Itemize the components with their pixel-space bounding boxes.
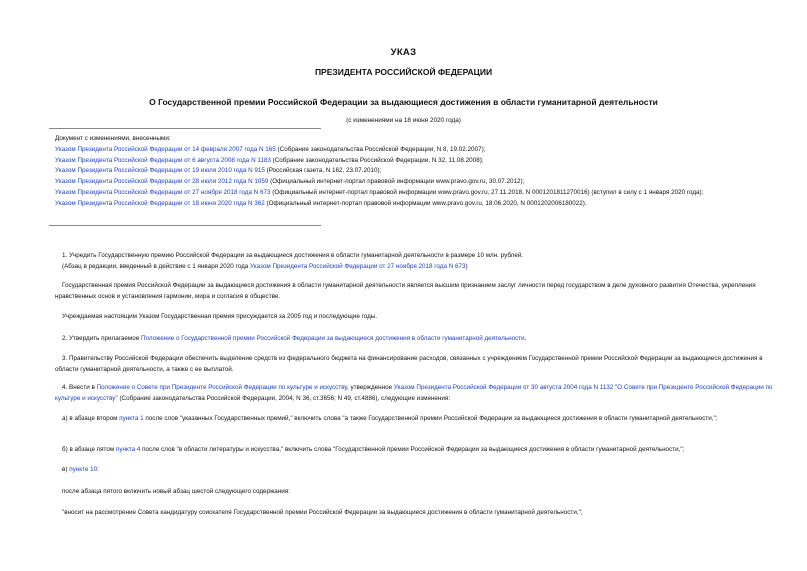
amendment-source: (Собрание законодательства Российской Федерации, N 8, 19.02.2007);	[275, 145, 486, 153]
amendment-item	[55, 188, 770, 199]
revision-note: (с изменениями на 18 июня 2020 года)	[346, 117, 461, 124]
paragraph-11: "вносит на рассмотрение Совета кандидатуру соискателя Государственной премии Российской Федерации за выдающиеся достижения в области гуманитарной деятельности,";	[62, 509, 583, 516]
decree-1132-link[interactable]: Указом Президента Российской Федерации от 30 августа 2004 года N 1132 "О Совете при Президенте Российской Федерации по культуре и искусству"	[55, 384, 773, 402]
issuer-title: ПРЕЗИДЕНТА РОССИЙСКОЙ ФЕДЕРАЦИИ	[314, 67, 493, 77]
paragraph-6: 4. Внести в Положение о Совете при Президенте Российской Федерации по культуре и искусству, утвержденное Указом Президента Российской Федерации от 30 августа 2004 года N 1132 "О Совете при Президенте Российской Федерации по культуре и искусству" (Собрание законодательства Российской Федерации, 2004, N 36, ст.3656; N 49, ст.4886), следующие изменения:	[55, 384, 773, 402]
amendments-intro: Документ с изменениями, внесенными:	[55, 135, 171, 142]
amendment-link[interactable]: Указом Президента Российской Федерации от 19 июля 2010 года N 915	[55, 167, 265, 175]
amendment-link[interactable]: Указом Президента Российской Федерации от 18 июня 2020 года N 362	[55, 199, 265, 207]
paragraph-1	[55, 250, 775, 272]
paragraph-4: 2. Утвердить прилагаемое Положение о Государственной премии Российской Федерации за выдающиеся достижения в области гуманитарной деятельности.	[62, 335, 527, 342]
decree-673-link[interactable]: Указом Президента Российской Федерации от 27 ноября 2018 года N 673	[250, 263, 466, 270]
paragraph-7: а) в абзаце втором пункта 1 после слов "указанных Государственных премий," включить слова "а также Государственной премии Российской Федерации за выдающиеся достижения в области гуманитарной деятельности,";	[62, 415, 718, 422]
amendment-source: (Официальный интернет-портал правовой информации www.pravo.gov.ru, 27.11.2018, N 0001201811270016) (вступил в силу с 1 января 2020 года);	[270, 188, 704, 196]
clause-10-link[interactable]: пункте 10	[69, 466, 98, 473]
doc-type-title: УКАЗ	[390, 47, 417, 58]
paragraph-1-note: (Абзац в редакции, введенный в действие с 1 января 2020 года Указом Президента Российской Федерации от 27 ноября 2018 года N 673)	[62, 263, 468, 270]
paragraph-3: Учреждаемая настоящим Указом Государственная премия присуждается за 2005 год и последующие годы.	[62, 313, 378, 320]
amendment-link[interactable]: Указом Президента Российской Федерации от 6 августа 2008 года N 1183	[55, 156, 271, 164]
paragraph-2: Государственная премия Российской Федерации за выдающиеся достижения в области гуманитарной деятельности является высшим признанием заслуг личности перед государством в деле духовного развития Отечества, укрепления нравственных основ и установления гармонии, мира и согласия в обществе.	[55, 282, 756, 300]
amendment-link[interactable]: Указом Президента Российской Федерации от 14 февраля 2007 года N 165	[55, 145, 276, 153]
paragraph-10: после абзаца пятого включить новый абзац шестой следующего содержания:	[62, 488, 290, 495]
clause-1-link[interactable]: пункта 1	[119, 415, 144, 422]
amendment-item	[55, 145, 770, 156]
paragraph-8: б) в абзаце пятом пункта 4 после слов "в области литературы и искусства," включить слова "Государственной премии Российской Федерации за выдающиеся достижения в области гуманитарной деятельности,";	[62, 446, 685, 453]
amendment-item	[55, 199, 770, 210]
paragraph-1-text: 1. Учредить Государственную премию Российской Федерации за выдающиеся достижения в области гуманитарной деятельности в размере 10 млн. рублей.	[62, 252, 524, 259]
paragraph-9: в) пункте 10:	[62, 466, 99, 473]
clause-4-link[interactable]: пункта 4	[115, 446, 141, 453]
amendment-link[interactable]: Указом Президента Российской Федерации от 28 июля 2012 года N 1059	[55, 178, 269, 186]
amendment-item	[55, 156, 770, 167]
amendment-item	[55, 166, 770, 177]
amendments-top-divider	[49, 128, 321, 129]
amendment-source: (Российская газета, N 162, 23.07.2010);	[264, 167, 382, 175]
council-regulation-link[interactable]: Положение о Совете при Президенте Российской Федерации по культуре и искусству	[96, 384, 347, 391]
paragraph-5: 3. Правительству Российской Федерации обеспечить выделение средств из федерального бюджета на финансирование расходов, связанных с учреждением Государственной премии Российской Федерации за выдающиеся достижения в области гуманитарной деятельности, а также с ее выплатой.	[55, 355, 763, 373]
amendment-source: (Официальный интернет-портал правовой информации www.pravo.gov.ru, 30.07.2012);	[268, 178, 525, 186]
amendments-bottom-divider	[49, 225, 321, 226]
amendment-link[interactable]: Указом Президента Российской Федерации от 27 ноября 2018 года N 673	[55, 188, 271, 196]
amendment-item	[55, 177, 770, 188]
amendments-list	[55, 134, 770, 210]
amendment-source: (Официальный интернет-портал правовой информации www.pravo.gov.ru, 18.06.2020, N 0001202006180022).	[264, 199, 587, 207]
regulation-link[interactable]: Положение о Государственной премии Российской Федерации за выдающиеся достижения в области гуманитарной деятельности	[140, 335, 525, 342]
document-heading: О Государственной премии Российской Федерации за выдающиеся достижения в области гуманитарной деятельности	[149, 97, 658, 107]
amendment-source: (Собрание законодательства Российской Федерации, N 32, 11.08.2008);	[270, 156, 484, 164]
